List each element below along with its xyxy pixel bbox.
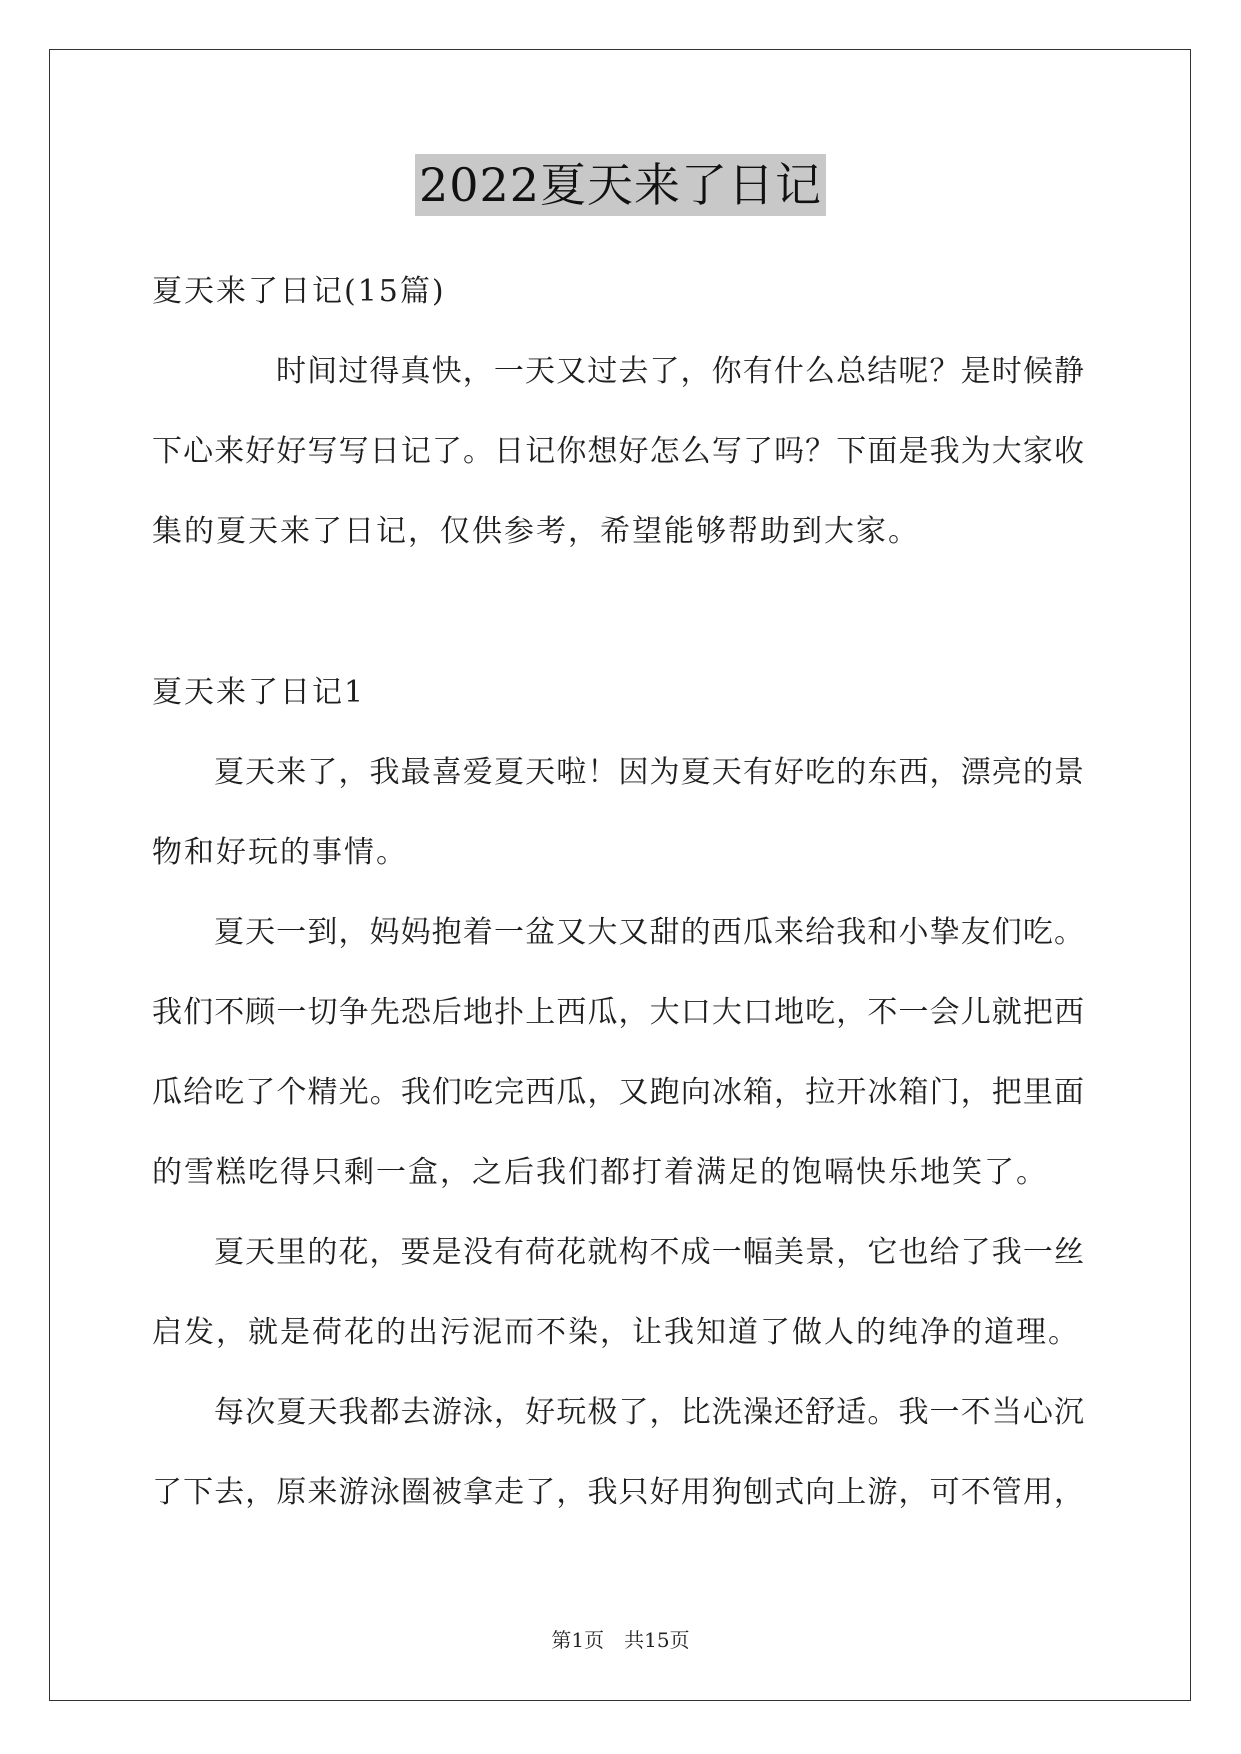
para1-line-1: 夏天来了，我最喜爱夏天啦！因为夏天有好吃的东西，漂亮的景: [214, 755, 1084, 790]
para3-line-2: 启发，就是荷花的出污泥而不染，让我知道了做人的纯净的道理。: [152, 1315, 1080, 1350]
para3-line-1: 夏天里的花，要是没有荷花就构不成一幅美景，它也给了我一丝: [214, 1235, 1084, 1270]
document-title: 2022夏天来了日记: [415, 154, 826, 216]
para2-line-3: 瓜给吃了个精光。我们吃完西瓜，又跑向冰箱，拉开冰箱门，把里面: [152, 1075, 1084, 1110]
intro-line-2: 下心来好好写写日记了。日记你想好怎么写了吗？下面是我为大家收: [152, 434, 1084, 469]
para2-line-4: 的雪糕吃得只剩一盒，之后我们都打着满足的饱嗝快乐地笑了。: [152, 1155, 1048, 1190]
page-footer: 第1页 共15页: [551, 1628, 690, 1652]
title-wrapper: [0, 154, 1241, 216]
intro-line-3: 集的夏天来了日记，仅供参考，希望能够帮助到大家。: [152, 514, 920, 549]
subtitle-line: 夏天来了日记(15篇): [152, 274, 446, 309]
para4-line-2: 了下去，原来游泳圈被拿走了，我只好用狗刨式向上游，可不管用，: [152, 1475, 1084, 1510]
para2-line-2: 我们不顾一切争先恐后地扑上西瓜，大口大口地吃，不一会儿就把西: [152, 995, 1084, 1030]
intro-line-1: 时间过得真快，一天又过去了，你有什么总结呢？是时候静: [276, 354, 1084, 389]
para1-line-2: 物和好玩的事情。: [152, 835, 408, 870]
section-heading: 夏天来了日记1: [152, 675, 366, 710]
para4-line-1: 每次夏天我都去游泳，好玩极了，比洗澡还舒适。我一不当心沉: [214, 1395, 1084, 1430]
para2-line-1: 夏天一到，妈妈抱着一盆又大又甜的西瓜来给我和小挚友们吃。: [214, 915, 1084, 950]
